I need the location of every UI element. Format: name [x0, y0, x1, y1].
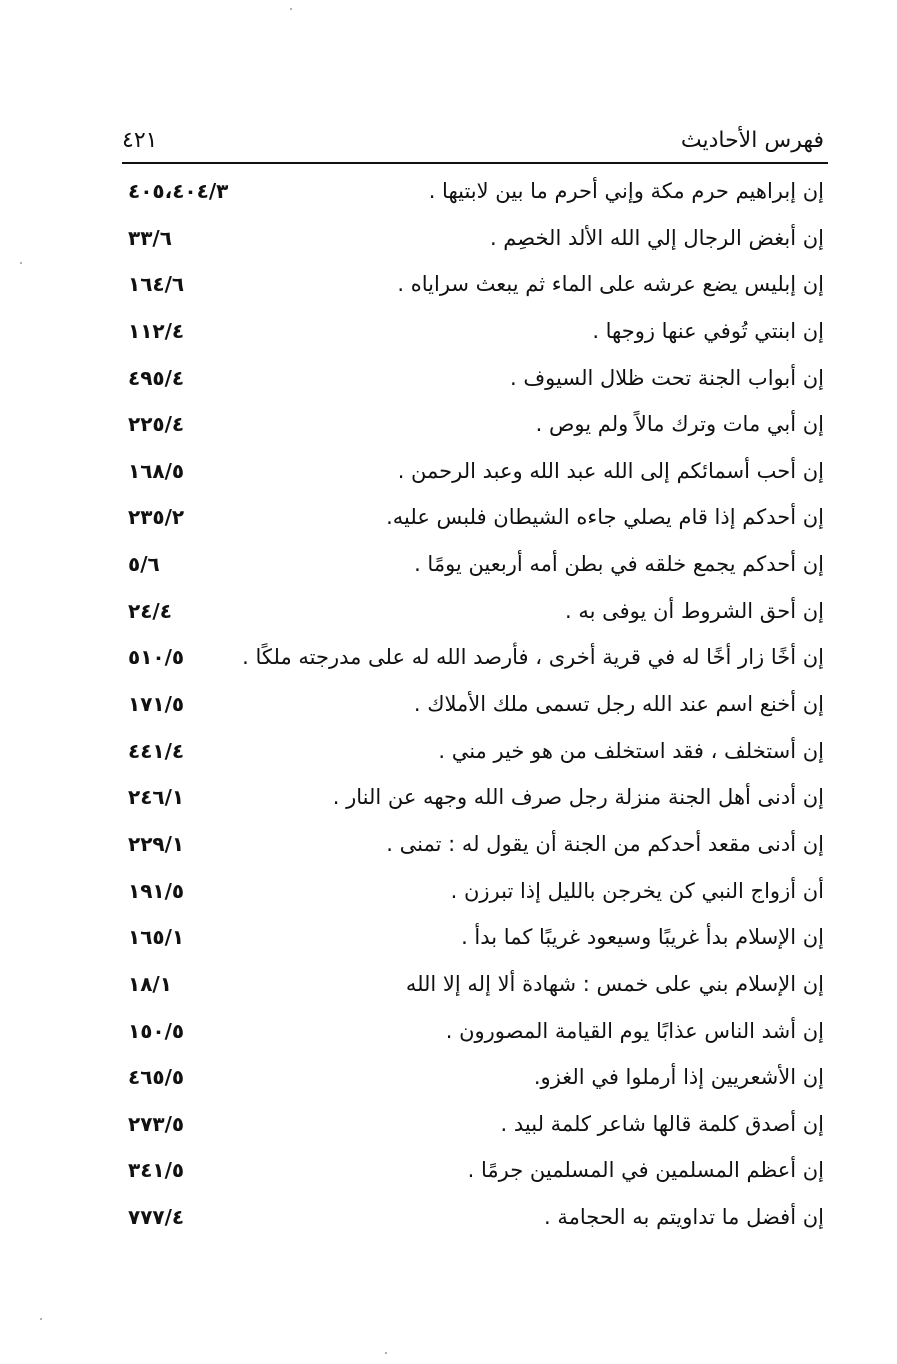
- index-entry: [120, 1013, 828, 1060]
- hadith-text: إن أصدق كلمة قالها شاعر كلمة لبيد .: [500, 1111, 824, 1136]
- hadith-index-list: [120, 173, 828, 1246]
- volume-page-reference: ١٨/١: [128, 971, 172, 996]
- index-entry: [120, 686, 828, 733]
- hadith-text: إن أفضل ما تداويتم به الحجامة .: [544, 1205, 824, 1230]
- hadith-text: إن أشد الناس عذابًا يوم القيامة المصورون .: [445, 1018, 824, 1043]
- index-entry: [120, 453, 828, 500]
- volume-page-reference: ١٥٠/٥: [128, 1018, 185, 1043]
- index-entry: [120, 873, 828, 920]
- volume-page-reference: ٤٩٥/٤: [128, 365, 185, 390]
- volume-page-reference: ١٦٤/٦: [128, 272, 185, 297]
- volume-page-reference: ١٧١/٥: [128, 692, 185, 717]
- index-entry: [120, 360, 828, 407]
- volume-page-reference: ٤٦٥/٥: [128, 1065, 185, 1090]
- index-entry: [120, 779, 828, 826]
- hadith-text: إن أستخلف ، فقد استخلف من هو خير مني .: [438, 738, 824, 763]
- index-entry: [120, 1152, 828, 1199]
- hadith-text: إن أحق الشروط أن يوفى به .: [564, 598, 824, 623]
- scan-speck: [20, 262, 22, 264]
- hadith-text: إن أحدكم إذا قام يصلي جاءه الشيطان فلبس عليه.: [386, 505, 824, 530]
- index-entry: [120, 266, 828, 313]
- volume-page-reference: ٢٢٥/٤: [128, 412, 185, 437]
- hadith-text: إن أعظم المسلمين في المسلمين جرمًا .: [467, 1158, 824, 1183]
- index-entry: [120, 1106, 828, 1153]
- hadith-text: إن أدنى أهل الجنة منزلة رجل صرف الله وجهه عن النار .: [332, 785, 824, 810]
- volume-page-reference: ٤٤١/٤: [128, 738, 185, 763]
- volume-page-reference: ٢٤٦/١: [128, 785, 185, 810]
- hadith-text: إن أحب أسمائكم إلى الله عبد الله وعبد الرحمن .: [397, 458, 824, 483]
- index-entry: [120, 173, 828, 220]
- index-entry: [120, 919, 828, 966]
- index-entry: [120, 546, 828, 593]
- index-entry: [120, 499, 828, 546]
- running-title: فهرس الأحاديث: [680, 128, 824, 153]
- index-entry: [120, 313, 828, 360]
- index-entry: [120, 1199, 828, 1246]
- index-entry: [120, 966, 828, 1013]
- volume-page-reference: ٢٧٣/٥: [128, 1111, 185, 1136]
- hadith-text: إن أبواب الجنة تحت ظلال السيوف .: [510, 365, 824, 390]
- hadith-text: إن أدنى مقعد أحدكم من الجنة أن يقول له : تمنى .: [386, 831, 824, 856]
- index-entry: [120, 826, 828, 873]
- volume-page-reference: ١٩١/٥: [128, 878, 185, 903]
- hadith-text: إن ابنتي تُوفي عنها زوجها .: [592, 318, 824, 343]
- hadith-text: إن الأشعريين إذا أرملوا في الغزو.: [533, 1065, 824, 1090]
- index-entry: [120, 220, 828, 267]
- index-entry: [120, 1059, 828, 1106]
- volume-page-reference: ١١٢/٤: [128, 318, 185, 343]
- volume-page-reference: ٣٤١/٥: [128, 1158, 185, 1183]
- volume-page-reference: ٤٠٥،٤٠٤/٣: [128, 179, 229, 203]
- hadith-text: إن الإسلام بدأ غريبًا وسيعود غريبًا كما بدأ .: [461, 925, 824, 950]
- volume-page-reference: ٥/٦: [128, 552, 160, 577]
- index-entry: [120, 593, 828, 640]
- hadith-text: أن أزواج النبي كن يخرجن بالليل إذا تبرزن .: [450, 878, 824, 903]
- volume-page-reference: ٥١٠/٥: [128, 645, 185, 670]
- hadith-text: إن أخًا زار أخًا له في قرية أخرى ، فأرصد الله له على مدرجته ملكًا .: [242, 645, 824, 670]
- hadith-text: إن الإسلام بني على خمس : شهادة ألا إله إلا الله: [405, 971, 824, 996]
- volume-page-reference: ٧٧٧/٤: [128, 1205, 185, 1230]
- index-entry: [120, 406, 828, 453]
- scan-speck: [290, 8, 292, 10]
- page-header: [122, 122, 828, 164]
- volume-page-reference: ١٦٥/١: [128, 925, 185, 950]
- hadith-text: إن أخنع اسم عند الله رجل تسمى ملك الأملاك .: [413, 692, 824, 717]
- scan-speck: [385, 1352, 387, 1354]
- volume-page-reference: ١٦٨/٥: [128, 458, 185, 483]
- index-entry: [120, 639, 828, 686]
- volume-page-reference: ٢٣٥/٢: [128, 505, 185, 530]
- scan-speck: [40, 1318, 42, 1320]
- hadith-text: إن أبي مات وترك مالاً ولم يوص .: [535, 412, 824, 437]
- hadith-text: إن أحدكم يجمع خلقه في بطن أمه أربعين يومًا .: [414, 552, 824, 577]
- page-number: ٤٢١: [122, 128, 158, 153]
- hadith-text: إن إبراهيم حرم مكة وإني أحرم ما بين لابتيها .: [428, 179, 824, 203]
- hadith-text: إن إبليس يضع عرشه على الماء ثم يبعث سراياه .: [397, 272, 824, 297]
- index-entry: [120, 733, 828, 780]
- volume-page-reference: ٢٢٩/١: [128, 831, 185, 856]
- volume-page-reference: ٢٤/٤: [128, 598, 172, 623]
- hadith-text: إن أبغض الرجال إلي الله الألد الخصِم .: [489, 225, 824, 250]
- volume-page-reference: ٣٣/٦: [128, 225, 172, 250]
